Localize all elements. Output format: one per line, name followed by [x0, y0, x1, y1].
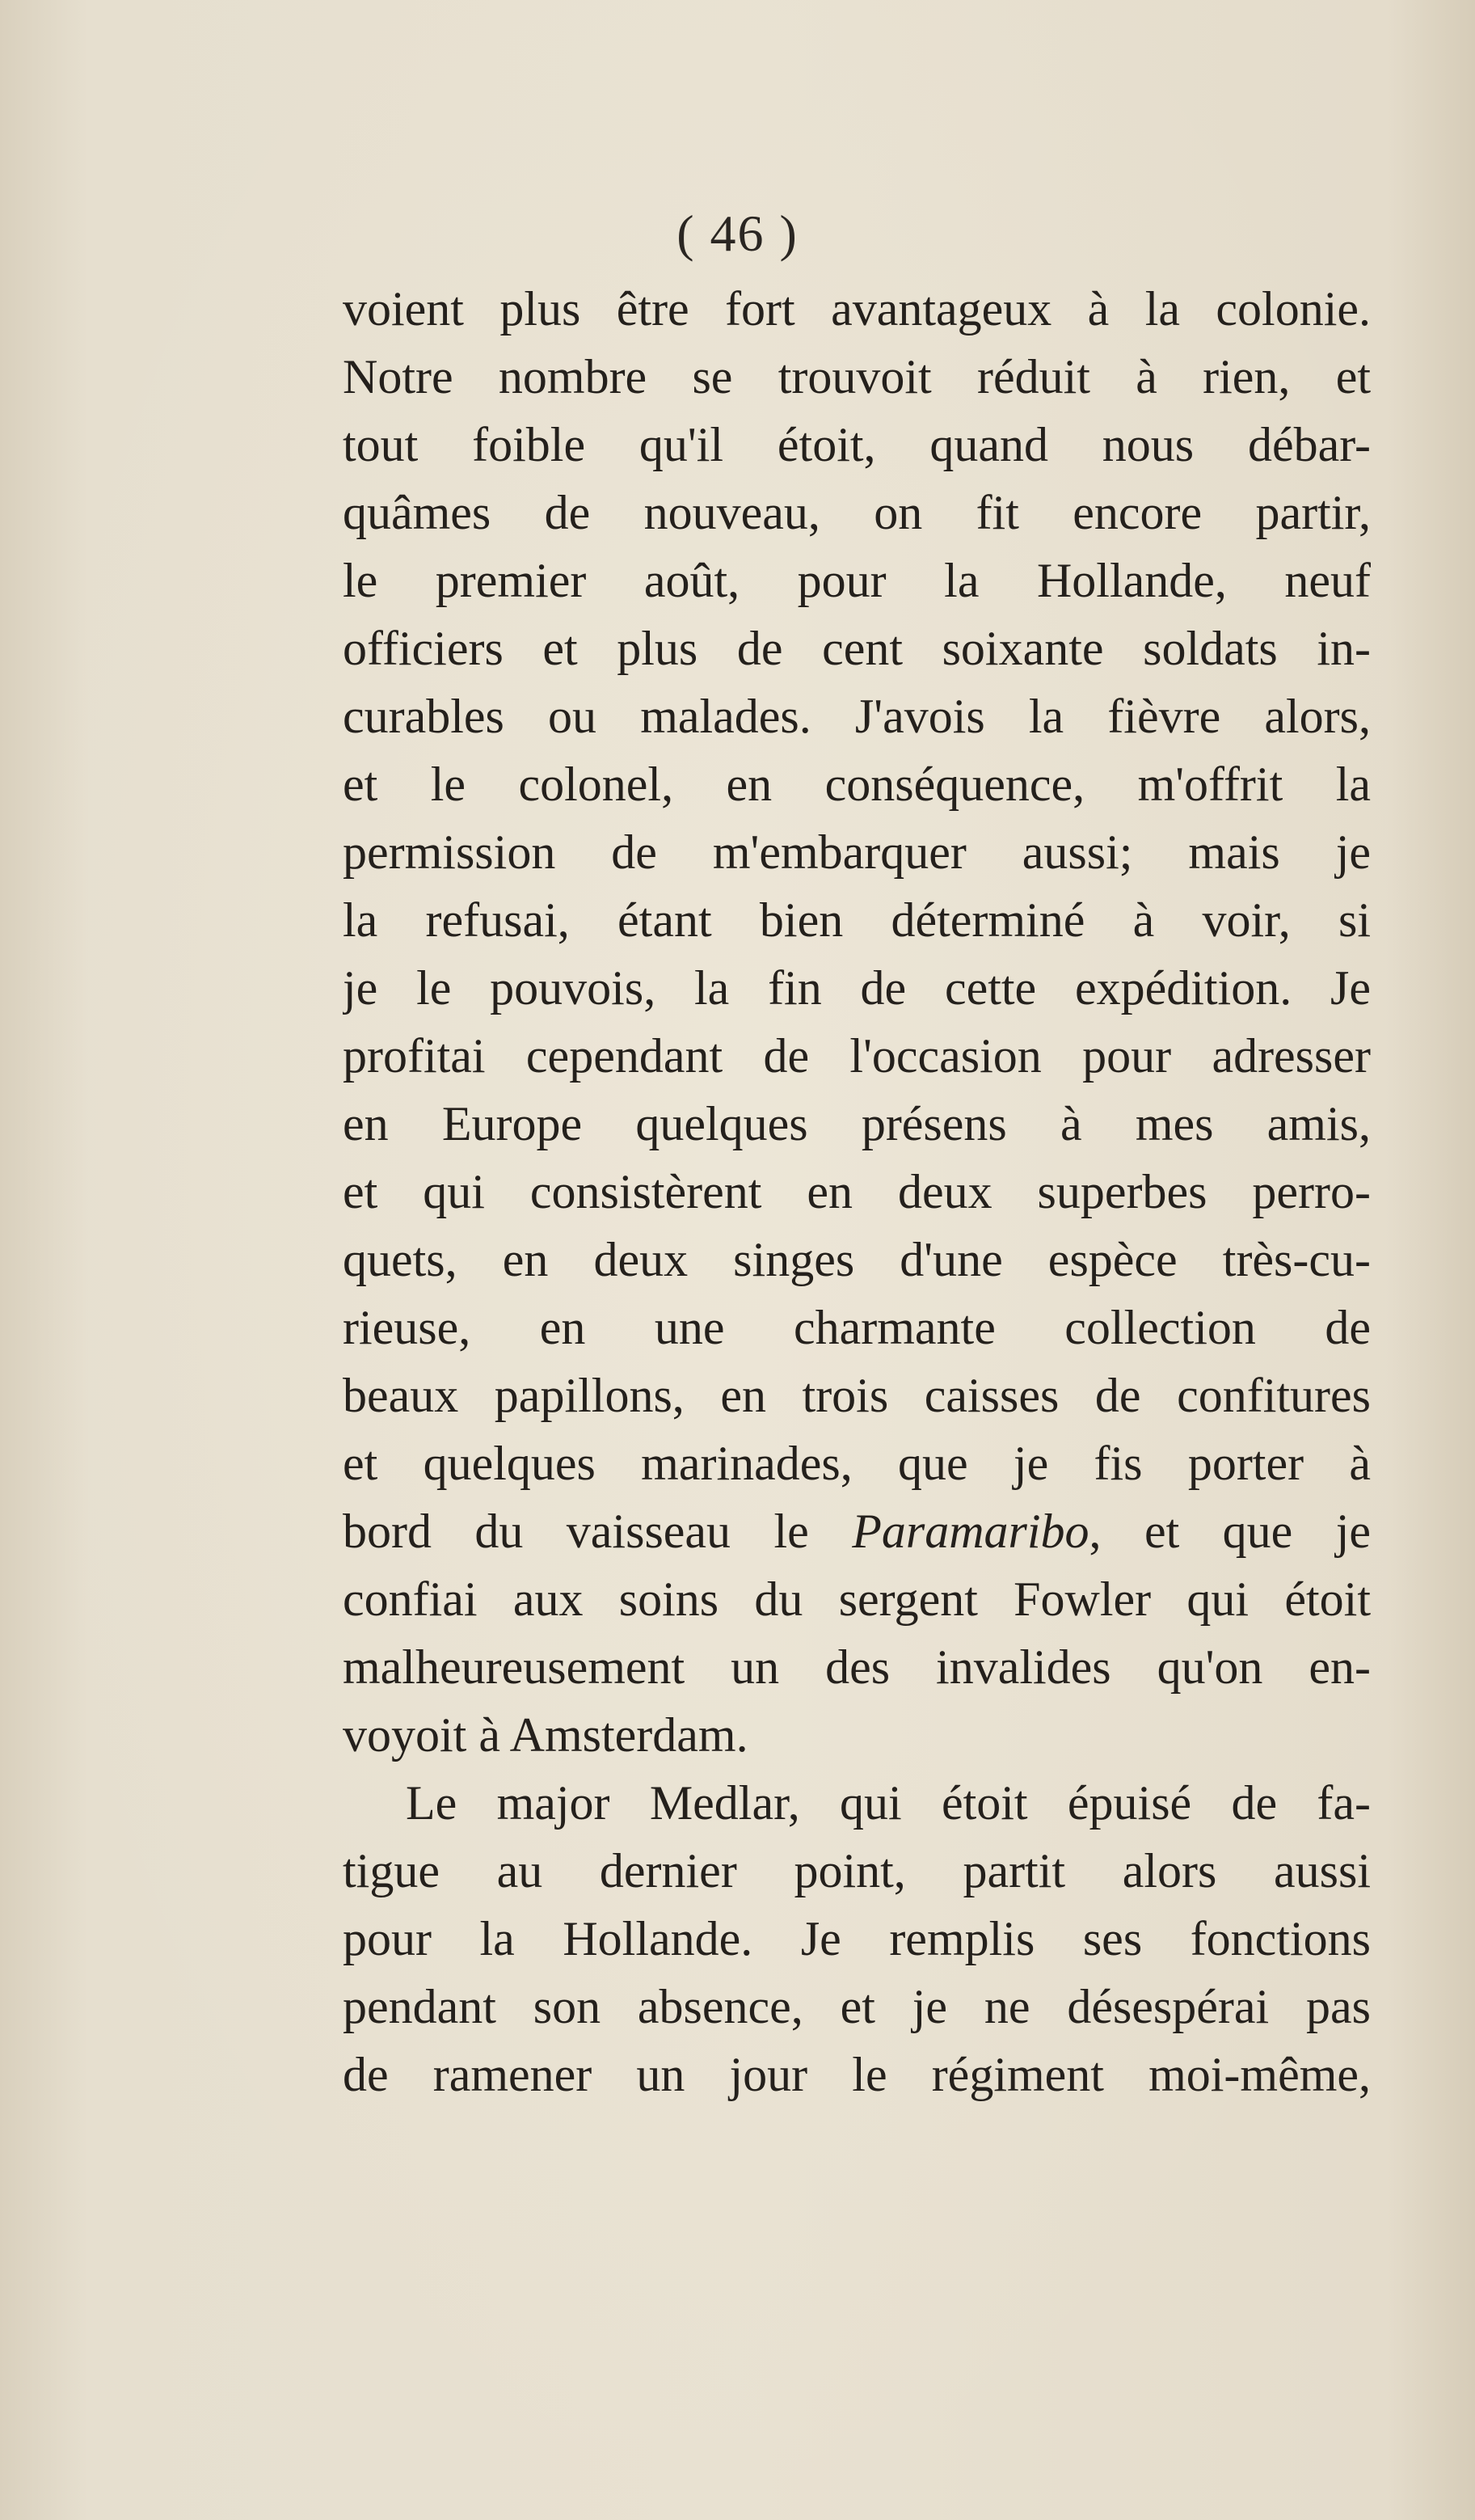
text-line: quets, en deux singes d'une espèce très-cu- [343, 1233, 1371, 1286]
text-line: voient plus être fort avantageux à la colonie. [343, 282, 1371, 336]
text-segment: bord du vaisseau le [343, 1505, 853, 1558]
text-line: je le pouvois, la fin de cette expédition. Je [343, 961, 1371, 1015]
text-line: profitai cependant de l'occasion pour adresser [343, 1029, 1371, 1083]
text-line: Notre nombre se trouvoit réduit à rien, et [343, 350, 1371, 403]
text-line: de ramener un jour le régiment moi-même, [343, 2048, 1371, 2101]
text-line: beaux papillons, en trois caisses de confitures [343, 1369, 1371, 1422]
text-line: et quelques marinades, que je fis porter à [343, 1437, 1371, 1490]
text-segment: , et que je [1089, 1505, 1371, 1558]
text-line: pendant son absence, et je ne désespérai pas [343, 1980, 1371, 2033]
text-line: permission de m'embarquer aussi; mais je [343, 825, 1371, 879]
text-line: tout foible qu'il étoit, quand nous débar- [343, 418, 1371, 471]
text-line: malheureusement un des invalides qu'on en- [343, 1640, 1371, 1694]
text-line: rieuse, en une charmante collection de [343, 1301, 1371, 1354]
paragraph-start-line: Le major Medlar, qui étoit épuisé de fa- [406, 1776, 1371, 1830]
text-line: quâmes de nouveau, on fit encore partir, [343, 486, 1371, 539]
text-line-ship-name [343, 1497, 1371, 1565]
text-line: et le colonel, en conséquence, m'offrit la [343, 758, 1371, 811]
text-line: le premier août, pour la Hollande, neuf [343, 554, 1371, 607]
page-number: ( 46 ) [676, 205, 799, 262]
text-line: et qui consistèrent en deux superbes perro- [343, 1165, 1371, 1218]
text-line: pour la Hollande. Je remplis ses fonctions [343, 1912, 1371, 1965]
body-text [343, 275, 1371, 2108]
ship-name: Paramaribo [852, 1505, 1089, 1558]
paragraph-end-line: voyoit à Amsterdam. [343, 1708, 748, 1762]
text-line: curables ou malades. J'avois la fièvre alors, [343, 690, 1371, 743]
text-line: tigue au dernier point, partit alors aussi [343, 1844, 1371, 1897]
text-line: confiai aux soins du sergent Fowler qui étoit [343, 1572, 1371, 1626]
text-line: en Europe quelques présens à mes amis, [343, 1097, 1371, 1150]
text-line: la refusai, étant bien déterminé à voir, si [343, 893, 1371, 947]
text-line: officiers et plus de cent soixante soldats in- [343, 622, 1371, 675]
